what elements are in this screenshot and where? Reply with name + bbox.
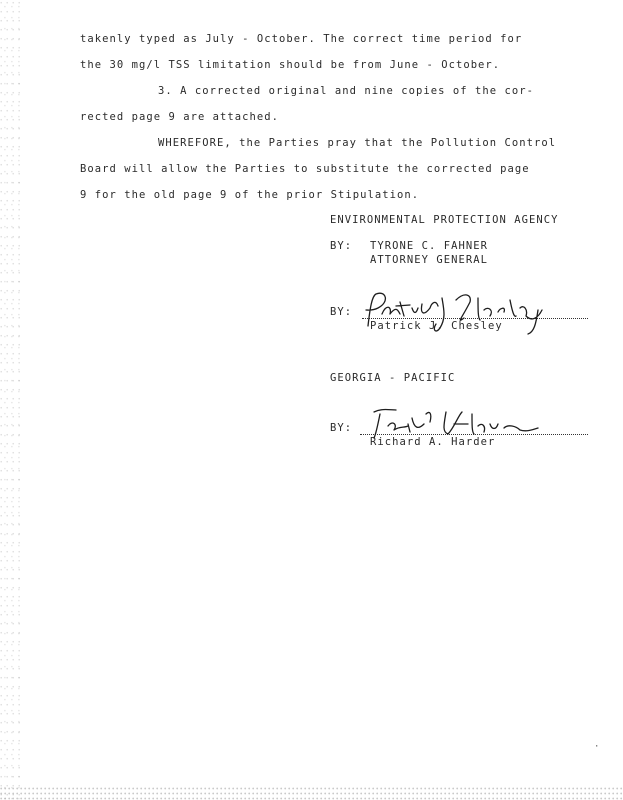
by-label-3: BY: xyxy=(330,422,353,434)
body-line-2: the 30 mg/l TSS limitation should be from June - October. xyxy=(80,59,501,71)
signature-1 xyxy=(360,288,560,340)
scan-speck: · xyxy=(594,742,600,752)
signer-name-2: Richard A. Harder xyxy=(370,436,496,448)
body-line-3: 3. A corrected original and nine copies of the cor- xyxy=(158,85,534,97)
body-line-4: rected page 9 are attached. xyxy=(80,111,280,123)
company-name: GEORGIA - PACIFIC xyxy=(330,372,456,384)
attorney-general-title: ATTORNEY GENERAL xyxy=(370,254,488,266)
scan-noise-bottom xyxy=(0,786,623,800)
body-line-6: Board will allow the Parties to substitute the corrected page xyxy=(80,163,530,175)
body-line-1: takenly typed as July - October. The correct time period for xyxy=(80,33,523,45)
by-label-2: BY: xyxy=(330,306,353,318)
by-label-1: BY: xyxy=(330,240,353,252)
signer-name-1: Patrick J. Chesley xyxy=(370,320,503,332)
body-line-5: WHEREFORE, the Parties pray that the Pollution Control xyxy=(158,137,557,149)
signature-2 xyxy=(368,404,558,444)
scan-noise-left xyxy=(0,0,22,800)
agency-name: ENVIRONMENTAL PROTECTION AGENCY xyxy=(330,214,559,226)
body-line-7: 9 for the old page 9 of the prior Stipulation. xyxy=(80,189,420,201)
attorney-general-name: TYRONE C. FAHNER xyxy=(370,240,488,252)
